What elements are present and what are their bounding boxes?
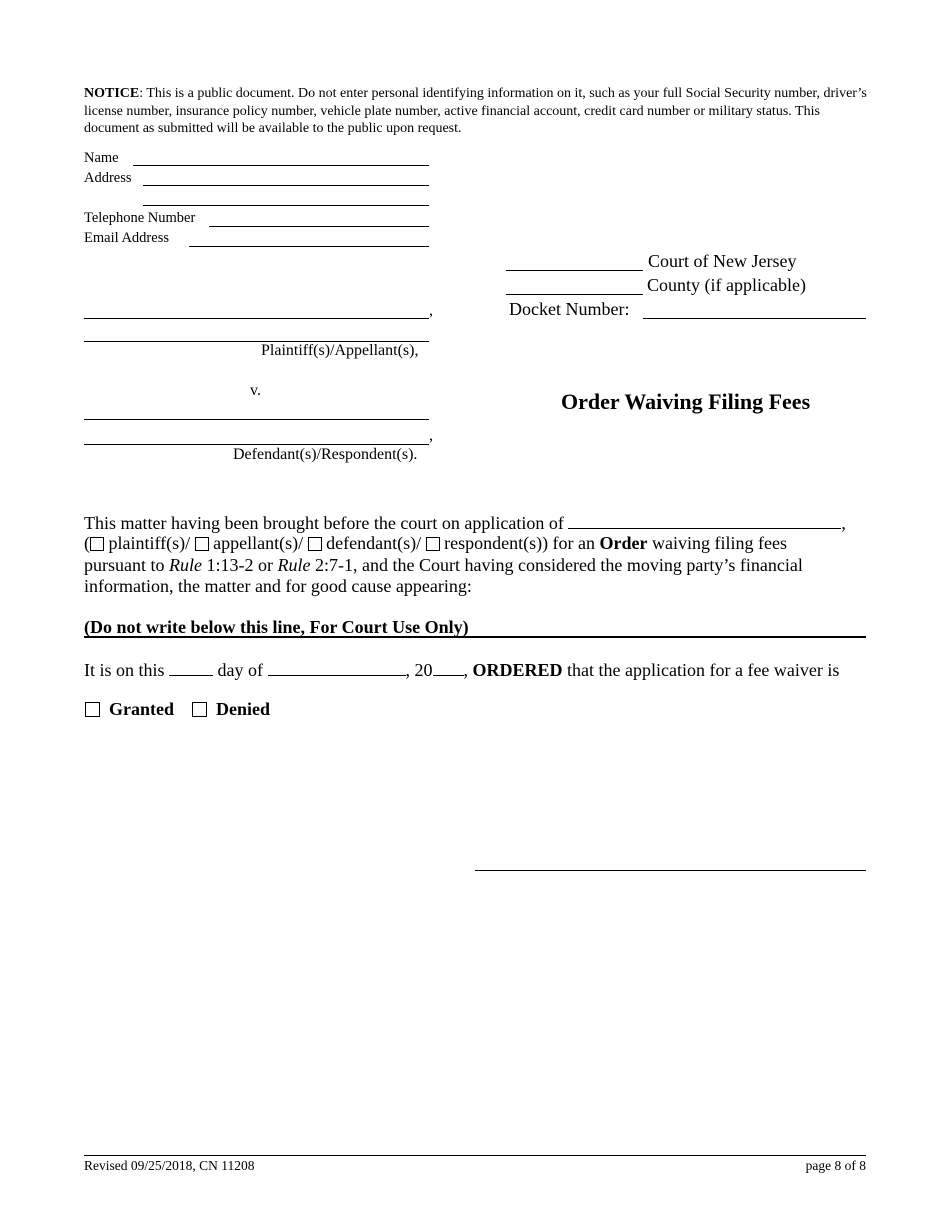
ordered-it-is: It is on this — [84, 660, 165, 680]
footer-divider — [84, 1155, 866, 1156]
name-label: Name — [84, 150, 119, 166]
day-field[interactable] — [169, 659, 213, 676]
footer-page-number: page 8 of 8 — [805, 1158, 866, 1173]
court-use-heading: (Do not write below this line, For Court Use Only) — [84, 617, 469, 637]
body-line-3-c: 2:7-1, and the Court having considered the moving party’s financial — [315, 555, 803, 575]
body-line-4: information, the matter and for good cause appearing: — [84, 576, 472, 596]
ordered-line — [84, 659, 839, 681]
rule-2: Rule — [277, 555, 311, 575]
denied-label: Denied — [216, 699, 270, 719]
court-use-divider — [84, 636, 866, 638]
court-suffix: Court of New Jersey — [648, 251, 797, 271]
appellant-checkbox[interactable] — [195, 537, 209, 551]
caption-comma-2: , — [429, 427, 433, 444]
email-field[interactable] — [189, 246, 429, 247]
name-field[interactable] — [133, 165, 429, 166]
respondent-checkbox[interactable] — [426, 537, 440, 551]
plaintiff-option: plaintiff(s)/ — [108, 533, 191, 553]
docket-label: Docket Number: — [509, 299, 630, 319]
defendant-field-line2[interactable] — [84, 444, 429, 445]
order-word: Order — [599, 533, 648, 553]
body-line-2 — [84, 533, 787, 554]
address-field-line1[interactable] — [143, 185, 429, 186]
denied-checkbox[interactable] — [192, 702, 207, 717]
plaintiff-field-line1[interactable] — [84, 318, 429, 319]
body-line-1-comma: , — [841, 513, 846, 533]
body-line-1 — [84, 512, 846, 534]
body-line-3-b: 1:13-2 or — [206, 555, 273, 575]
telephone-label: Telephone Number — [84, 210, 196, 226]
respondent-option: respondent(s)) for an — [444, 533, 596, 553]
document-title: Order Waiving Filing Fees — [561, 389, 811, 414]
versus-label: v. — [250, 382, 261, 399]
plaintiff-label: Plaintiff(s)/Appellant(s), — [261, 342, 419, 359]
rule-1: Rule — [169, 555, 202, 575]
body-line-1-text: This matter having been brought before the court on application of — [84, 513, 564, 533]
judge-signature-line[interactable] — [475, 870, 866, 871]
ordered-20: , 20 — [405, 660, 433, 680]
email-label: Email Address — [84, 230, 169, 246]
notice-text: : This is a public document. Do not enter personal identifying information on it, such as your full Social Security number, driver’s license number, insurance policy number, vehicle plate number, active financial account, credit card number or military status. This document as submitted will be available to the public upon request. — [84, 86, 867, 136]
month-field[interactable] — [268, 659, 406, 676]
address-label: Address — [84, 170, 132, 186]
body-line-3-a: pursuant to — [84, 555, 165, 575]
ordered-rest: that the application for a fee waiver is — [567, 660, 840, 680]
county-suffix: County (if applicable) — [647, 275, 806, 295]
plaintiff-checkbox[interactable] — [90, 537, 104, 551]
telephone-field[interactable] — [209, 226, 429, 227]
footer-revised: Revised 09/25/2018, CN 11208 — [84, 1158, 255, 1173]
defendant-label: Defendant(s)/Respondent(s). — [233, 446, 418, 463]
ordered-day-of: day of — [217, 660, 263, 680]
decision-options — [85, 699, 270, 720]
address-field-line2[interactable] — [143, 205, 429, 206]
docket-number-field[interactable] — [643, 318, 866, 319]
granted-checkbox[interactable] — [85, 702, 100, 717]
court-name-field[interactable] — [506, 270, 643, 271]
ordered-comma: , — [463, 660, 468, 680]
appellant-option: appellant(s)/ — [213, 533, 304, 553]
defendant-option: defendant(s)/ — [326, 533, 422, 553]
applicant-name-field[interactable] — [568, 512, 841, 529]
notice-label: NOTICE — [84, 86, 140, 101]
body-line-2-end: waiving filing fees — [652, 533, 787, 553]
notice-paragraph — [84, 85, 874, 138]
defendant-field-line1[interactable] — [84, 419, 429, 420]
open-paren: ( — [84, 533, 90, 553]
year-field[interactable] — [433, 659, 464, 676]
ordered-word: ORDERED — [472, 660, 563, 680]
county-field[interactable] — [506, 294, 643, 295]
caption-comma-1: , — [429, 302, 433, 319]
granted-label: Granted — [109, 699, 174, 719]
body-line-3 — [84, 555, 803, 576]
defendant-checkbox[interactable] — [308, 537, 322, 551]
